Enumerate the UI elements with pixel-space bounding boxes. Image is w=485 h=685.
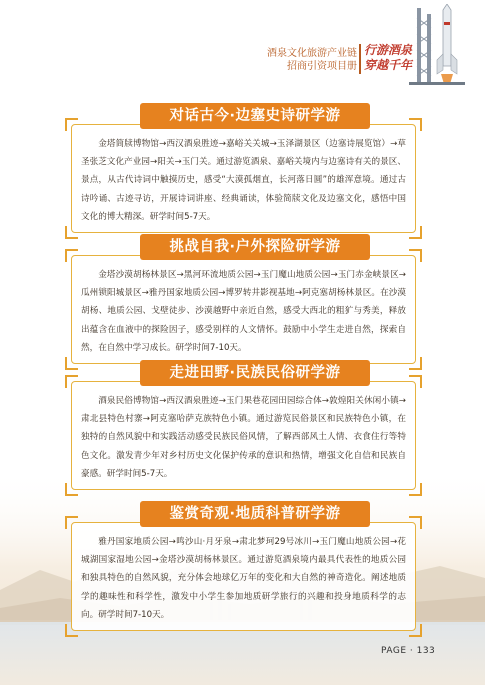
slogan-line-1: 行游酒泉: [364, 43, 413, 57]
corner-ornament: [409, 375, 422, 388]
section-3-title: 走进田野·民族民俗研学游: [140, 360, 370, 386]
slogan-line-2: 穿越千年: [364, 58, 413, 72]
corner-ornament: [65, 357, 78, 370]
section-2-title: 挑战自我·户外探险研学游: [140, 234, 370, 260]
section-4-box: [71, 522, 416, 631]
corner-ornament: [409, 249, 422, 262]
corner-ornament: [65, 226, 78, 239]
section-3-box: [71, 381, 416, 490]
corner-ornament: [65, 624, 78, 637]
header-title-block: [267, 47, 357, 73]
corner-ornament: [409, 357, 422, 370]
corner-ornament: [409, 483, 422, 496]
corner-ornament: [409, 516, 422, 529]
section-2-box: [71, 255, 416, 364]
page-number: PAGE · 133: [381, 646, 436, 656]
section-3-body: 酒泉民俗博物馆→西汉酒泉胜迹→玉门果巷花园田园综合体→敦煌阳关休闲小镇→肃北县特色村寨→阿克塞哈萨克族特色小镇。通过游览民俗景区和民族特色小镇，在独特的自然风貌中和实践活动感受民族民俗风情，了解西部风土人情、衣食住行等特色文化。激发青少年对乡村历史文化保护传承的意识和热情，增强文化自信和民族自豪感。研学时间5-7天。: [81, 396, 406, 479]
header-title: 酒泉文化旅游产业链: [267, 48, 357, 59]
corner-ornament: [65, 118, 78, 131]
corner-ornament: [65, 516, 78, 529]
rocket-launch-tower-icon: [403, 4, 467, 86]
corner-ornament: [409, 118, 422, 131]
corner-ornament: [65, 249, 78, 262]
section-1-box: [71, 124, 416, 233]
corner-ornament: [409, 226, 422, 239]
section-2-body: 金塔沙漠胡杨林景区→黑河环流地质公园→玉门魔山地质公园→玉门赤金峡景区→瓜州锁阳城景区→雅丹国家地质公园→博罗转井影视基地→阿克塞胡杨林景区。在沙漠胡杨、地质公园、戈壁徒步、沙漠越野中亲近自然，感受大西北的粗犷与秀美，释放出蕴含在血液中的探险因子，感受别样的人文情怀。鼓励中小学生走进自然，探索自然，在自然中学习成长。研学时间7-10天。: [81, 270, 406, 353]
corner-ornament: [65, 375, 78, 388]
section-4-body: 雅丹国家地质公园→鸣沙山·月牙泉→肃北梦珂29号冰川→玉门魔山地质公园→花城湖国家湿地公园→金塔沙漠胡杨林景区。通过游览酒泉境内最具代表性的地质公园和独具特色的自然风貌，充分体会地球亿万年的变化和大自然的神奇造化。阐述地质学的趣味性和科学性，激发中小学生参加地质研学旅行的兴趣和投身地质科学的志向。研学时间7-10天。: [81, 537, 406, 620]
header-subtitle: 招商引资项目册: [287, 61, 357, 72]
section-4-title: 鉴赏奇观·地质科普研学游: [140, 501, 370, 527]
corner-ornament: [65, 483, 78, 496]
corner-ornament: [409, 624, 422, 637]
header-divider: [359, 44, 361, 74]
section-1-body: 金塔简牍博物馆→西汉酒泉胜迹→嘉峪关关城→玉泽湖景区（边塞诗展览馆）→草圣张芝文化产业园→阳关→玉门关。通过游览酒泉、嘉峪关境内与边塞诗有关的景区、景点，从古代诗词中触摸历史，感受“大漠孤烟直，长河落日圆”的雄浑意境。通过古诗吟诵、古迹寻访，开展诗词讲座、经典诵读，体验简牍文化及边塞文化，感悟中国文化的博大精深。研学时间5-7天。: [81, 139, 406, 222]
section-1-title: 对话古今·边塞史诗研学游: [140, 103, 370, 129]
